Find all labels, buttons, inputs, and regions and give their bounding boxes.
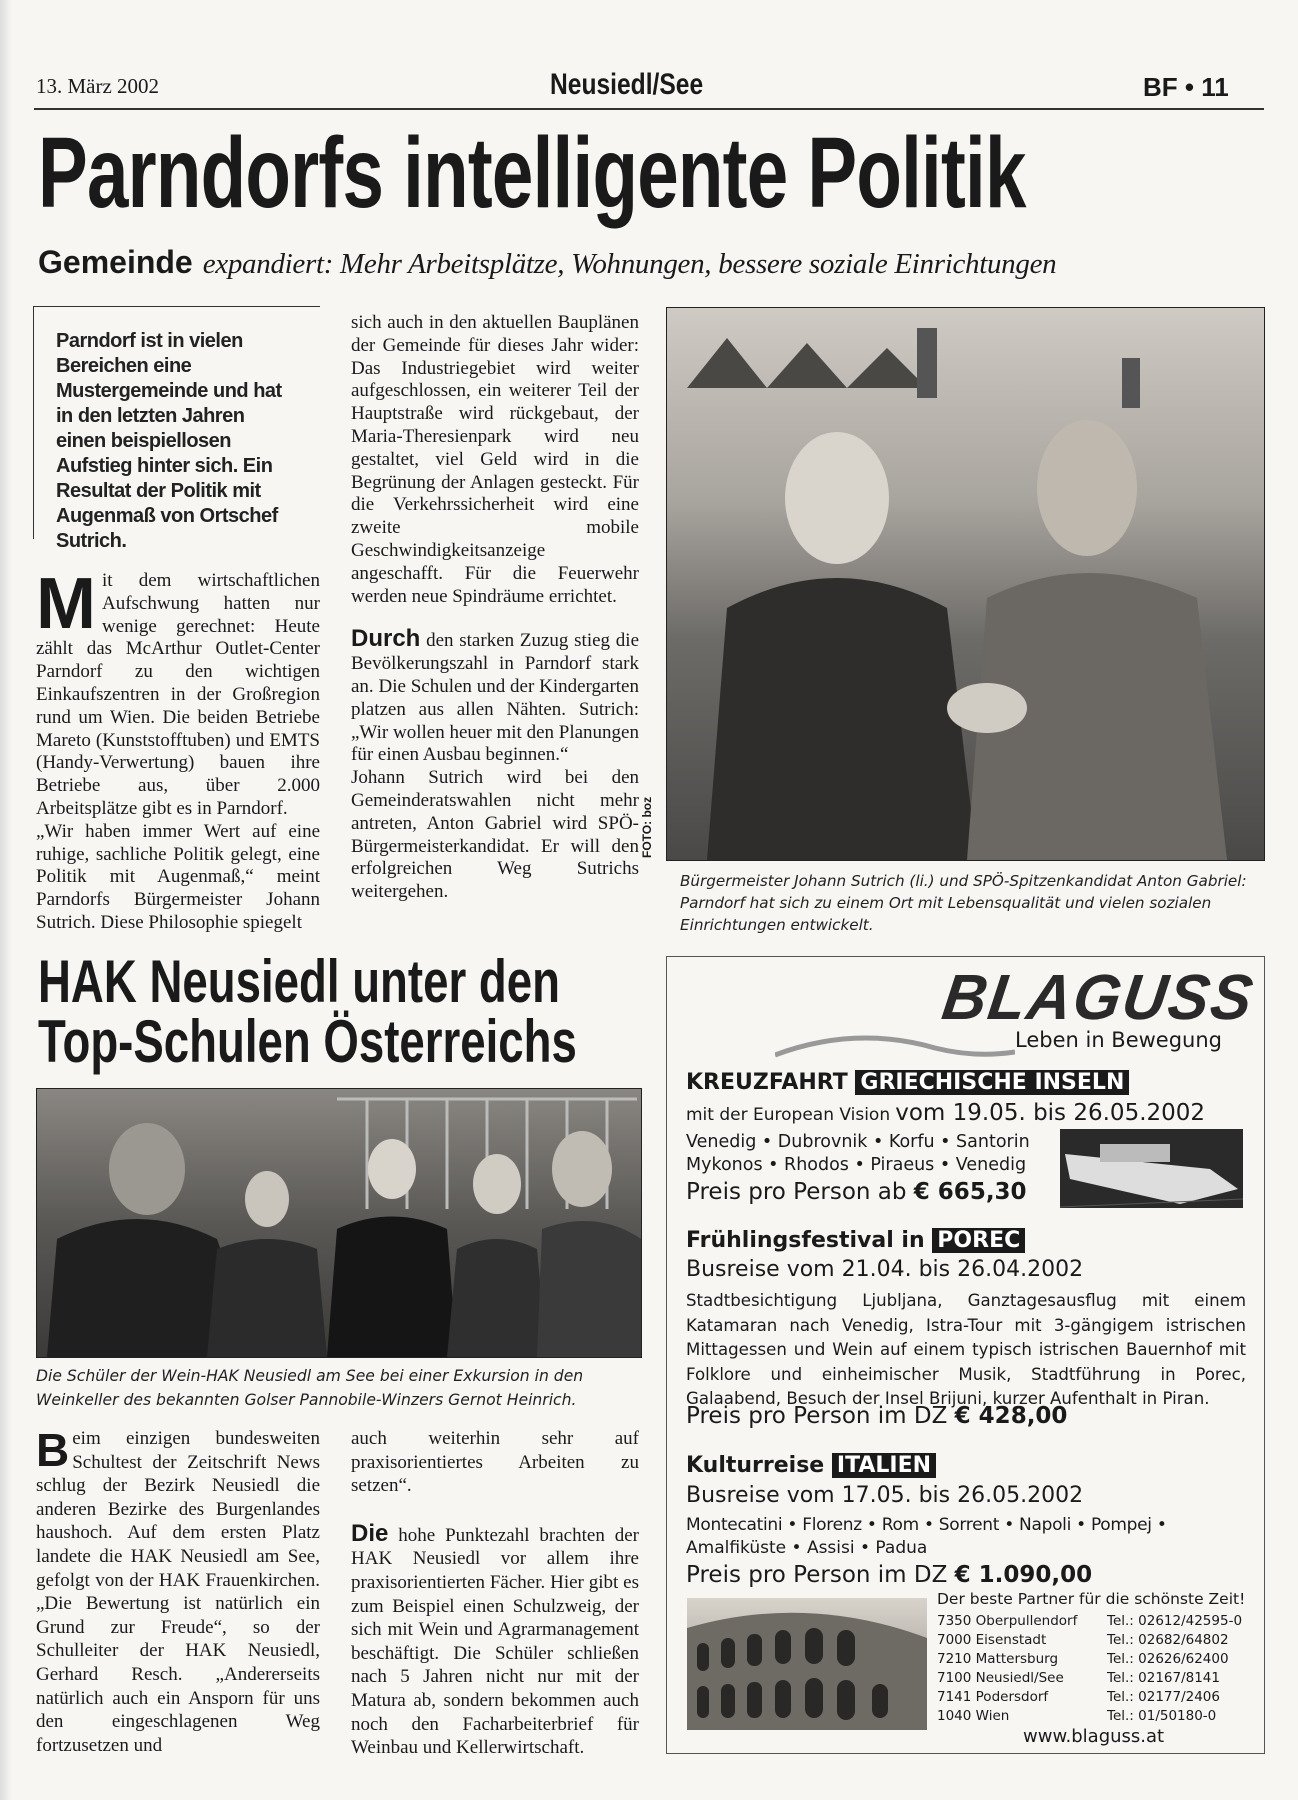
paragraph: eim einzigen bundesweiten Schultest der Zeitschrift News schlug der Bezirk Neusiedl die anderen Bezirke des Burgenlandes haushoch. Auf dem ersten Platz landete die HAK Neusiedl am See, gefolgt von der HAK Frauenkirchen. „Die Bewertung ist natürlich ein Grund zur Freude“, so der Schulleiter der HAK Neusiedl, Gerhard Resch. „Andererseits natürlich auch ein Ansporn für uns den eingeschlagenen Weg fortzusetzen und: [36, 1428, 320, 1756]
price-label: Preis pro Person im DZ: [686, 1403, 948, 1429]
issue-date: 13. März 2002: [36, 74, 160, 98]
branch-city: 7000 Eisenstadt: [937, 1632, 1047, 1648]
paragraph: „Wir haben immer Wert auf eine ruhige, sachliche Politik gelegt, eine Politik mit Augenmaß,“ meint Parndorfs Bürgermeister Johann Sutrich. Diese Philosophie spiegelt: [36, 820, 320, 933]
photo-illustration: [37, 1089, 641, 1357]
offer-title: Frühlingsfestival in: [686, 1228, 925, 1253]
photo-credit: FOTO: boz: [640, 796, 654, 858]
photo-illustration: [667, 308, 1264, 860]
cruise-dates: [686, 1100, 1205, 1126]
branch-phone: Tel.: 02612/42595-0: [1107, 1613, 1243, 1629]
cruise-ship-photo: [1060, 1129, 1243, 1208]
ship-name: mit der European Vision: [686, 1105, 891, 1125]
price-label: Preis pro Person ab: [686, 1179, 907, 1205]
website-link[interactable]: www.blaguss.at: [1023, 1726, 1165, 1747]
paragraph: Johann Sutrich wird bei den Gemeinderatswahlen nicht mehr antreten, Anton Gabriel wird SPÖ-Bürgermeisterkandidat. Er will den erfolgreichen Weg Sutrichs weitergehen.: [351, 767, 639, 903]
subheadline: [38, 244, 1056, 281]
dropcap: M: [36, 564, 96, 644]
offer-dates: vom 19.05. bis 26.05.2002: [895, 1100, 1206, 1126]
offer-highlight: ITALIEN: [832, 1453, 936, 1478]
branch-row: [937, 1632, 1257, 1651]
paragraph: it dem wirtschaftlichen Aufschwung hatten nur wenige gerechnet: Heute zählt das McArthur Outlet-Center Parndorf zu den wichtigen Einkaufszentren in der Großregion rund um Wien. Die beiden Betriebe Mareto (Kunststofftuben) und EMTS (Handy-Verwertung) bauen ihre Betriebe aus, über 2.000 Arbeitsplätze gibt es in Parndorf.: [36, 570, 320, 819]
branch-row: [937, 1708, 1257, 1727]
branch-city: 7141 Podersdorf: [937, 1689, 1049, 1705]
politicians-photo: [666, 307, 1265, 861]
italien-dates: Busreise vom 17.05. bis 26.05.2002: [686, 1483, 1084, 1508]
branch-list: [937, 1613, 1257, 1727]
price-value: € 1.090,00: [954, 1562, 1093, 1588]
ship-illustration: [1060, 1129, 1243, 1208]
students-photo: [36, 1088, 642, 1358]
article1-col1: [36, 564, 320, 935]
italien-route-1: Montecatini • Florenz • Rom • Sorrent • Napoli • Pompej •: [686, 1515, 1167, 1535]
porec-description: Stadtbesichtigung Ljubljana, Ganztagesausflug mit einem Katamaran nach Venedig, Istra-Tour mit 3-gängigem istrischen Mittagessen und Wein auf einem typisch istrischen Bauernhof mit Folklore und einheimischer Musik, Stadtführung in Porec, Galaabend, Besuch der Insel Brijuni, kurzer Aufenthalt in Piran.: [686, 1291, 1246, 1409]
wave-swoosh-icon: [775, 1030, 1015, 1060]
branch-row: [937, 1651, 1257, 1670]
subhead-text: expandiert: Mehr Arbeitsplätze, Wohnungen, bessere soziale Einrichtungen: [202, 248, 1057, 280]
italien-route-2: Amalfiküste • Assisi • Padua: [686, 1538, 928, 1558]
brand-slogan: Leben in Bewegung: [1015, 1028, 1223, 1052]
offer-title: Kulturreise: [686, 1453, 825, 1478]
branch-phone: Tel.: 02167/8141: [1107, 1670, 1220, 1686]
article1-col2: [351, 312, 639, 904]
branch-city: 1040 Wien: [937, 1708, 1010, 1724]
dropcap: B: [36, 1424, 70, 1476]
paragraph-text: hohe Punktezahl brachten der HAK Neusiedl vor allem ihre praxisorientierten Fächer. Hier gibt es zum Beispiel einen Schulzweig, der sich mit Wein und Agrarmanagement beschäftigt. Die Schüler schließen nach 5 Jahren nicht nur mit der Matura ab, sondern bekommen auch noch den Facharbeiterbrief für Weinbau und Kellerwirtschaft.: [351, 1524, 639, 1759]
offer-highlight: GRIECHISCHE INSELN: [855, 1070, 1129, 1095]
headline-line-1: HAK Neusiedl unter den: [38, 948, 560, 1015]
lead-in: Durch: [351, 625, 421, 653]
branch-row: [937, 1689, 1257, 1708]
teaser-text: Parndorf ist in vielen Bereichen eine Mustergemeinde und hat in den letzten Jahren einen beispiellosen Aufstieg hinter sich. Ein Resultat der Politik mit Augenmaß von Ortschef Sutrich.: [56, 330, 282, 552]
paragraph: [351, 1519, 639, 1760]
article2-col2: [351, 1427, 639, 1760]
paragraph-text: den starken Zuzug stieg die Bevölkerungszahl in Parndorf stark an. Die Schulen und der Kindergarten platzen aus allen Nähten. Sutrich: „Wir wollen heuer mit den Planungen für einen Ausbau beginnen.“: [351, 630, 639, 766]
kicker: Gemeinde: [38, 244, 193, 280]
paragraph: [351, 625, 639, 767]
porec-price: [686, 1403, 1067, 1429]
porec-dates: Busreise vom 21.04. bis 26.04.2002: [686, 1257, 1084, 1282]
offer-title: KREUZFAHRT: [686, 1070, 848, 1095]
header-rule: [34, 108, 1264, 110]
cruise-route-2: Mykonos • Rhodos • Piraeus • Venedig: [686, 1155, 1027, 1175]
italien-price: [686, 1562, 1092, 1588]
offer-highlight: POREC: [932, 1228, 1025, 1253]
price-label: Preis pro Person im DZ: [686, 1562, 948, 1588]
lead-in: Die: [351, 1519, 389, 1547]
photo-caption: Die Schüler der Wein-HAK Neusiedl am See bei einer Exkursion in den Weinkeller des bekannten Golser Pannobile-Winzers Gernot Heinrich.: [36, 1367, 584, 1409]
teaser-box: [33, 306, 320, 552]
paragraph: auch weiterhin sehr auf praxisorientiertes Arbeiten zu setzen“.: [351, 1428, 639, 1497]
porec-title: [686, 1228, 1025, 1253]
brand-logo: BLAGUSS: [938, 961, 1259, 1033]
partner-slogan: Der beste Partner für die schönste Zeit!: [937, 1590, 1246, 1608]
photo-caption: Bürgermeister Johann Sutrich (li.) und SPÖ-Spitzenkandidat Anton Gabriel: Parndorf hat sich zu einem Ort mit Lebensqualität und vielen sozialen Einrichtungen entwickelt.: [680, 872, 1247, 934]
branch-phone: Tel.: 02626/62400: [1107, 1651, 1229, 1667]
branch-phone: Tel.: 02682/64802: [1107, 1632, 1229, 1648]
price-value: € 665,30: [913, 1179, 1027, 1205]
cruise-price: [686, 1179, 1027, 1205]
headline: Parndorfs intelligente Politik: [38, 117, 1026, 229]
branch-row: [937, 1613, 1257, 1632]
page-edge: [0, 0, 12, 1800]
branch-phone: Tel.: 01/50180-0: [1107, 1708, 1217, 1724]
colosseum-illustration: [687, 1598, 927, 1730]
paragraph: sich auch in den aktuellen Bauplänen der Gemeinde für dieses Jahr wider: Das Industriegebiet wird weiter aufgeschlossen, ein weiterer Teil der Hauptstraße wird rückgebaut, der Maria-Theresienpark wird neu gestaltet, viel Geld wird in die Begrünung der Anlagen gesteckt. Für die Verkehrssicherheit wird eine zweite mobile Geschwindigkeitsanzeige angeschafft. Für die Feuerwehr werden neue Spindräume errichtet.: [351, 312, 639, 607]
section-title: Neusiedl/See: [550, 68, 704, 101]
colosseum-photo: [687, 1598, 927, 1730]
branch-phone: Tel.: 02177/2406: [1107, 1689, 1220, 1705]
branch-city: 7350 Oberpullendorf: [937, 1613, 1078, 1629]
article2-col1: [36, 1424, 320, 1757]
cruise-route-1: Venedig • Dubrovnik • Korfu • Santorin: [686, 1132, 1030, 1152]
italien-title: [686, 1453, 936, 1478]
cruise-title: [686, 1070, 1129, 1095]
branch-row: [937, 1670, 1257, 1689]
headline-line-2: Top-Schulen Österreichs: [38, 1008, 577, 1075]
price-value: € 428,00: [954, 1403, 1068, 1429]
branch-city: 7100 Neusiedl/See: [937, 1670, 1064, 1686]
branch-city: 7210 Mattersburg: [937, 1651, 1059, 1667]
page-number: BF • 11: [1143, 72, 1229, 102]
